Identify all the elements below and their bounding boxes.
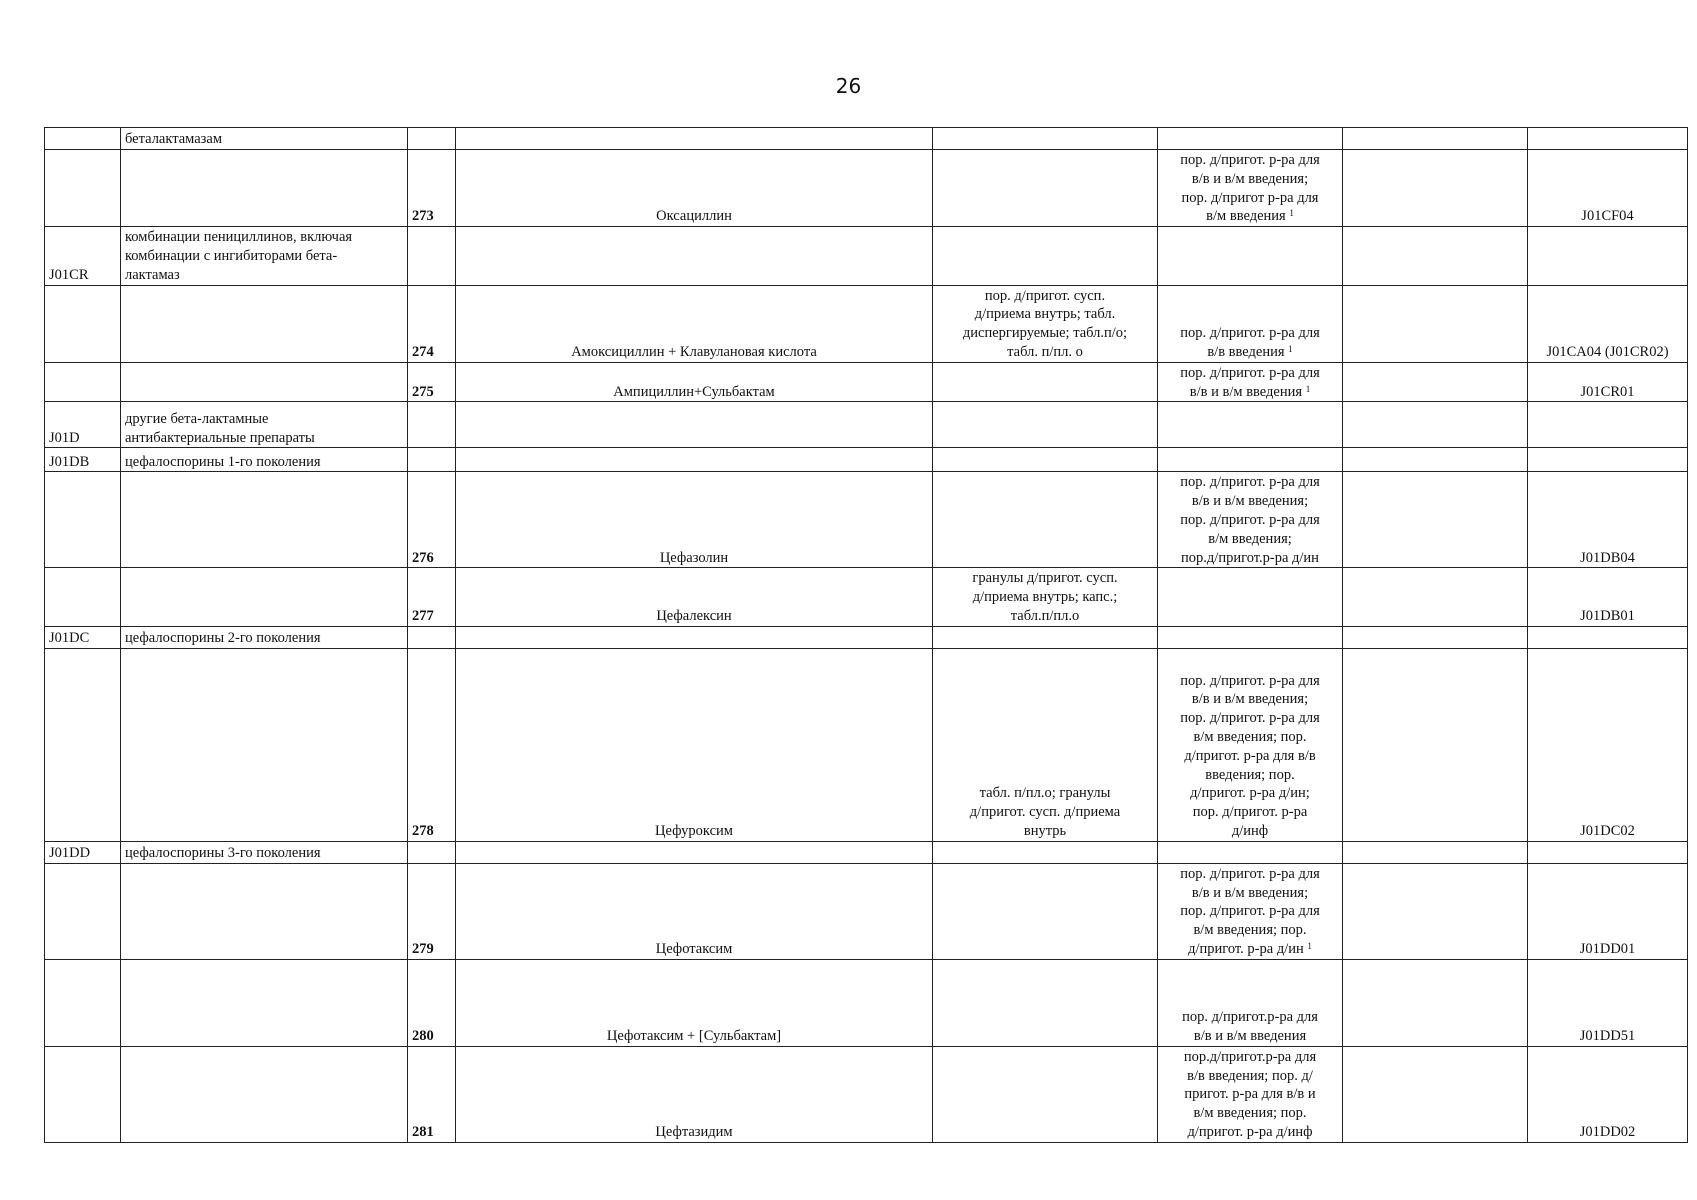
group-name-cell (121, 959, 408, 1046)
atc-reference-text: J01DC02 (1580, 822, 1635, 839)
group-name-cell (121, 402, 408, 448)
footnote-marker: 1 (1288, 343, 1293, 354)
item-number-cell (408, 227, 456, 285)
atc-reference-text: J01CR01 (1580, 383, 1635, 400)
extra-cell (1343, 841, 1528, 863)
item-number-cell (408, 568, 456, 626)
drug-name-cell (456, 841, 933, 863)
atc-reference-cell (1528, 648, 1688, 841)
atc-reference-cell (1528, 959, 1688, 1046)
oral-forms-text: гранулы д/пригот. сусп. д/приема внутрь; капс.; табл.п/пл.о (972, 570, 1118, 624)
oral-forms-cell (933, 568, 1158, 626)
oral-forms-cell (933, 863, 1158, 959)
drug-name-text: Амоксициллин + Клавулановая кислота (571, 343, 817, 360)
oral-forms-cell (933, 448, 1158, 472)
extra-cell (1343, 472, 1528, 568)
atc-code-text: J01DB (49, 453, 90, 470)
group-name-cell (121, 863, 408, 959)
injection-forms-cell (1158, 472, 1343, 568)
extra-cell (1343, 959, 1528, 1046)
atc-code-cell (45, 568, 121, 626)
atc-code-cell (45, 472, 121, 568)
table-row (45, 863, 1688, 959)
injection-forms-text: пор. д/пригот. р-ра для в/в и в/м введения; пор. д/пригот. р-ра для в/м введения; пор. д/пригот. р-ра д/ин (1180, 865, 1320, 957)
atc-reference-text: J01DB01 (1580, 607, 1635, 624)
item-number-cell (408, 128, 456, 150)
table-row (45, 1046, 1688, 1142)
table-row (45, 841, 1688, 863)
drug-name-text: Цефазолин (659, 549, 729, 566)
extra-cell (1343, 448, 1528, 472)
atc-reference-text: J01DB04 (1580, 549, 1635, 566)
drug-name-text: Ампициллин+Сульбактам (613, 383, 775, 400)
item-number-cell (408, 448, 456, 472)
item-number-text: 273 (412, 208, 434, 225)
atc-reference-cell (1528, 150, 1688, 227)
atc-reference-cell (1528, 227, 1688, 285)
injection-forms-cell (1158, 648, 1343, 841)
extra-cell (1343, 128, 1528, 150)
group-name-cell (121, 362, 408, 402)
atc-reference-cell (1528, 568, 1688, 626)
atc-code-cell (45, 1046, 121, 1142)
extra-cell (1343, 402, 1528, 448)
drug-name-text: Цефтазидим (655, 1123, 733, 1140)
oral-forms-cell (933, 959, 1158, 1046)
drug-name-cell (456, 285, 933, 362)
table-row (45, 362, 1688, 402)
drug-name-text: Цефотаксим + [Сульбактам] (606, 1027, 782, 1044)
item-number-text: 279 (412, 940, 434, 957)
footnote-marker: 1 (1305, 383, 1311, 394)
group-name-cell (121, 648, 408, 841)
extra-cell (1343, 150, 1528, 227)
drug-name-cell (456, 648, 933, 841)
extra-cell (1343, 362, 1528, 402)
injection-forms-text: пор. д/пригот. р-ра для в/в введения (1180, 325, 1320, 360)
injection-forms-cell (1158, 285, 1343, 362)
group-name-text: цефалоспорины 2-го поколения (125, 629, 321, 646)
table-row (45, 150, 1688, 227)
group-name-cell (121, 128, 408, 150)
item-number-text: 278 (412, 822, 434, 839)
group-name-cell (121, 626, 408, 648)
oral-forms-cell (933, 150, 1158, 227)
atc-reference-text: J01DD01 (1579, 940, 1636, 957)
oral-forms-cell (933, 285, 1158, 362)
atc-reference-text: J01CF04 (1581, 208, 1634, 225)
injection-forms-cell (1158, 863, 1343, 959)
oral-forms-cell (933, 841, 1158, 863)
table-row (45, 285, 1688, 362)
oral-forms-cell (933, 402, 1158, 448)
oral-forms-cell (933, 362, 1158, 402)
atc-code-cell (45, 128, 121, 150)
atc-code-cell (45, 448, 121, 472)
atc-code-cell (45, 841, 121, 863)
atc-code-text: J01CR (49, 266, 89, 283)
atc-code-text: J01DD (49, 844, 91, 861)
group-name-cell (121, 568, 408, 626)
injection-forms-cell (1158, 227, 1343, 285)
injection-forms-cell (1158, 362, 1343, 402)
oral-forms-cell (933, 1046, 1158, 1142)
extra-cell (1343, 227, 1528, 285)
group-name-cell (121, 1046, 408, 1142)
group-name-cell (121, 285, 408, 362)
drug-name-cell (456, 362, 933, 402)
injection-forms-text: пор. д/пригот. р-ра для в/в и в/м введения; пор. д/пригот. р-ра для в/м введения; пор. д/пригот. р-ра для в/в введения; пор. д/пригот. р-ра д/ин; пор. д/пригот. р-ра д/инф (1180, 672, 1320, 839)
drug-name-text: Цефуроксим (655, 822, 733, 839)
drug-name-cell (456, 448, 933, 472)
oral-forms-cell (933, 472, 1158, 568)
atc-reference-cell (1528, 448, 1688, 472)
drug-name-cell (456, 227, 933, 285)
drug-name-cell (456, 959, 933, 1046)
oral-forms-cell (933, 128, 1158, 150)
injection-forms-cell (1158, 128, 1343, 150)
table-row (45, 448, 1688, 472)
injection-forms-cell (1158, 1046, 1343, 1142)
injection-forms-cell (1158, 959, 1343, 1046)
oral-forms-cell (933, 648, 1158, 841)
group-name-text: беталактамазам (125, 131, 223, 148)
item-number-cell (408, 285, 456, 362)
atc-reference-cell (1528, 841, 1688, 863)
table-row (45, 626, 1688, 648)
footnote-marker: 1 (1307, 940, 1312, 951)
atc-reference-cell (1528, 626, 1688, 648)
drug-name-cell (456, 863, 933, 959)
table-row (45, 128, 1688, 150)
table-row (45, 568, 1688, 626)
atc-code-cell (45, 648, 121, 841)
atc-code-cell (45, 227, 121, 285)
atc-reference-text: J01DD02 (1579, 1123, 1636, 1140)
atc-code-text: J01DC (49, 629, 90, 646)
item-number-text: 280 (412, 1027, 434, 1044)
atc-code-cell (45, 626, 121, 648)
item-number-text: 281 (412, 1123, 434, 1140)
item-number-cell (408, 472, 456, 568)
drug-name-cell (456, 568, 933, 626)
atc-reference-cell (1528, 362, 1688, 402)
item-number-cell (408, 648, 456, 841)
item-number-cell (408, 362, 456, 402)
item-number-cell (408, 959, 456, 1046)
group-name-cell (121, 472, 408, 568)
atc-code-cell (45, 863, 121, 959)
atc-code-cell (45, 959, 121, 1046)
atc-reference-text: J01CA04 (J01CR02) (1546, 343, 1669, 360)
extra-cell (1343, 626, 1528, 648)
item-number-cell (408, 863, 456, 959)
extra-cell (1343, 568, 1528, 626)
injection-forms-cell (1158, 448, 1343, 472)
atc-code-cell (45, 362, 121, 402)
atc-reference-cell (1528, 863, 1688, 959)
table-row (45, 227, 1688, 285)
item-number-cell (408, 841, 456, 863)
item-number-cell (408, 1046, 456, 1142)
drug-name-cell (456, 472, 933, 568)
atc-code-cell (45, 285, 121, 362)
oral-forms-text: табл. п/пл.о; гранулы д/пригот. сусп. д/приема внутрь (969, 785, 1121, 839)
atc-reference-cell (1528, 472, 1688, 568)
drug-name-text: Цефалексин (656, 607, 732, 624)
atc-reference-cell (1528, 402, 1688, 448)
drug-name-cell (456, 150, 933, 227)
atc-reference-cell (1528, 128, 1688, 150)
injection-forms-text: пор. д/пригот. р-ра для в/в и в/м введения (1180, 364, 1320, 400)
injection-forms-cell (1158, 626, 1343, 648)
extra-cell (1343, 285, 1528, 362)
group-name-text: цефалоспорины 3-го поколения (125, 844, 321, 861)
table-row (45, 648, 1688, 841)
drug-name-cell (456, 626, 933, 648)
atc-reference-text: J01DD51 (1579, 1027, 1636, 1044)
table-row (45, 472, 1688, 568)
drug-list-table (44, 127, 1688, 1143)
page-number: 26 (835, 74, 862, 98)
item-number-cell (408, 402, 456, 448)
atc-code-cell (45, 402, 121, 448)
group-name-cell (121, 841, 408, 863)
drug-name-cell (456, 1046, 933, 1142)
extra-cell (1343, 1046, 1528, 1142)
item-number-text: 275 (412, 383, 434, 400)
atc-reference-cell (1528, 1046, 1688, 1142)
extra-cell (1343, 648, 1528, 841)
item-number-cell (408, 626, 456, 648)
drug-name-text: Цефотаксим (655, 940, 733, 957)
group-name-text: комбинации пенициллинов, включая комбинации с ингибиторами бета- лактамаз (125, 229, 353, 283)
item-number-cell (408, 150, 456, 227)
drug-name-cell (456, 128, 933, 150)
table-row (45, 402, 1688, 448)
item-number-text: 274 (412, 343, 434, 360)
oral-forms-text: пор. д/пригот. сусп. д/приема внутрь; табл. диспергируемые; табл.п/о; табл. п/пл. о (962, 287, 1128, 360)
injection-forms-cell (1158, 841, 1343, 863)
injection-forms-text: пор. д/пригот. р-ра для в/в и в/м введения; пор. д/пригот. р-ра для в/м введения; пор.д/пригот.р-ра д/ин (1180, 474, 1320, 566)
injection-forms-cell (1158, 150, 1343, 227)
injection-forms-cell (1158, 402, 1343, 448)
oral-forms-cell (933, 227, 1158, 285)
group-name-cell (121, 150, 408, 227)
group-name-cell (121, 227, 408, 285)
table-row (45, 959, 1688, 1046)
atc-reference-cell (1528, 285, 1688, 362)
table-body (45, 128, 1688, 1143)
drug-name-text: Оксациллин (656, 208, 732, 225)
injection-forms-text: пор.д/пригот.р-ра для в/в введения; пор. д/ пригот. р-ра для в/в и в/м введения; пор. д/пригот. р-ра д/инф (1183, 1048, 1317, 1140)
drug-name-cell (456, 402, 933, 448)
extra-cell (1343, 863, 1528, 959)
group-name-text: другие бета-лактамные антибактериальные препараты (125, 410, 315, 446)
group-name-cell (121, 448, 408, 472)
atc-code-text: J01D (49, 429, 80, 446)
injection-forms-cell (1158, 568, 1343, 626)
item-number-text: 276 (412, 549, 434, 566)
group-name-text: цефалоспорины 1-го поколения (125, 453, 321, 470)
oral-forms-cell (933, 626, 1158, 648)
atc-code-cell (45, 150, 121, 227)
injection-forms-text: пор. д/пригот.р-ра для в/в и в/м введения (1182, 1009, 1318, 1044)
item-number-text: 277 (412, 607, 434, 624)
injection-forms-text: пор. д/пригот. р-ра для в/в и в/м введения; пор. д/пригот р-ра для в/м введения (1180, 152, 1320, 225)
footnote-marker: 1 (1289, 208, 1294, 219)
